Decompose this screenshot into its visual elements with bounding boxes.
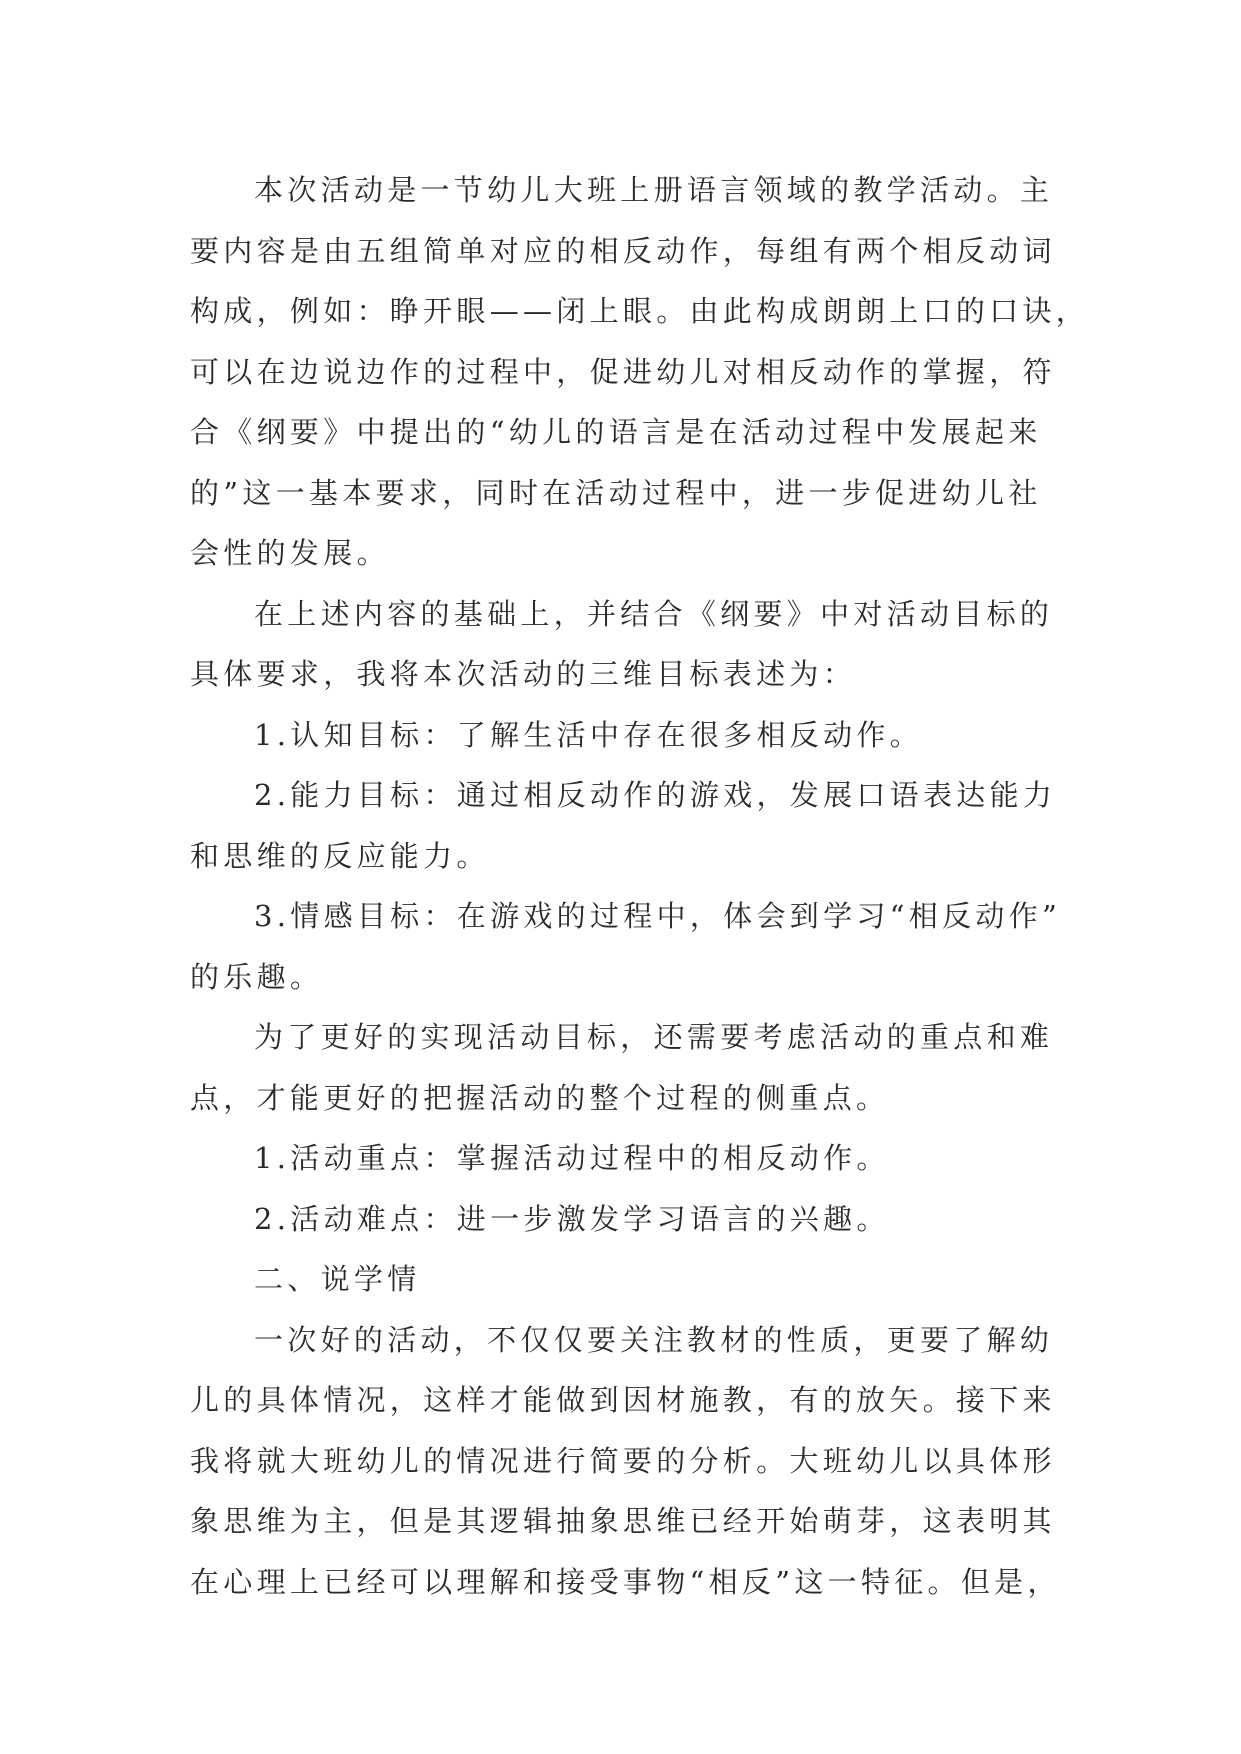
text-line: 在心理上已经可以理解和接受事物“相反”这一特征。但是， [190, 1564, 1061, 1599]
text-line: 象思维为主，但是其逻辑抽象思维已经开始萌芽，这表明其 [190, 1504, 1056, 1538]
text-line: 1.认知目标：了解生活中存在很多相反动作。 [254, 717, 923, 752]
text-line: 儿的具体情况，这样才能做到因材施教，有的放矢。接下来 [190, 1383, 1056, 1417]
text-line: 具体要求，我将本次活动的三维目标表述为： [190, 657, 857, 691]
text-line: 3.情感目标：在游戏的过程中，体会到学习“相反动作” [254, 899, 1062, 933]
text-line: 我将就大班幼儿的情况进行简要的分析。大班幼儿以具体形 [190, 1443, 1056, 1478]
text-line: 会性的发展。 [190, 536, 390, 570]
text-line: 要内容是由五组简单对应的相反动作，每组有两个相反动词 [190, 233, 1056, 268]
text-line: 的”这一基本要求，同时在活动过程中，进一步促进幼儿社 [190, 475, 1042, 510]
document-body [190, 160, 1090, 1612]
text-line: 2.活动难点：进一步激发学习语言的兴趣。 [254, 1201, 890, 1236]
text-line: 本次活动是一节幼儿大班上册语言领域的教学活动。主 [254, 173, 1054, 207]
text-line: 在上述内容的基础上，并结合《纲要》中对活动目标的 [254, 596, 1054, 631]
text-line: 1.活动重点：掌握活动过程中的相反动作。 [254, 1141, 890, 1175]
text-line: 二、说学情 [254, 1262, 421, 1296]
text-line: 可以在边说边作的过程中，促进幼儿对相反动作的掌握，符 [190, 354, 1056, 389]
text-line: 为了更好的实现活动目标，还需要考虑活动的重点和难 [254, 1020, 1054, 1054]
text-line: 一次好的活动，不仅仅要关注教材的性质，更要了解幼 [254, 1322, 1054, 1357]
text-line: 点，才能更好的把握活动的整个过程的侧重点。 [190, 1080, 890, 1115]
text-line: 合《纲要》中提出的“幼儿的语言是在活动过程中发展起来 [190, 415, 1042, 449]
text-line: 2.能力目标：通过相反动作的游戏，发展口语表达能力 [254, 778, 1057, 812]
text-line: 和思维的反应能力。 [190, 838, 490, 873]
text-line: 构成，例如：睁开眼——闭上眼。由此构成朗朗上口的口诀， [190, 294, 1090, 328]
text-line: 的乐趣。 [190, 959, 324, 994]
